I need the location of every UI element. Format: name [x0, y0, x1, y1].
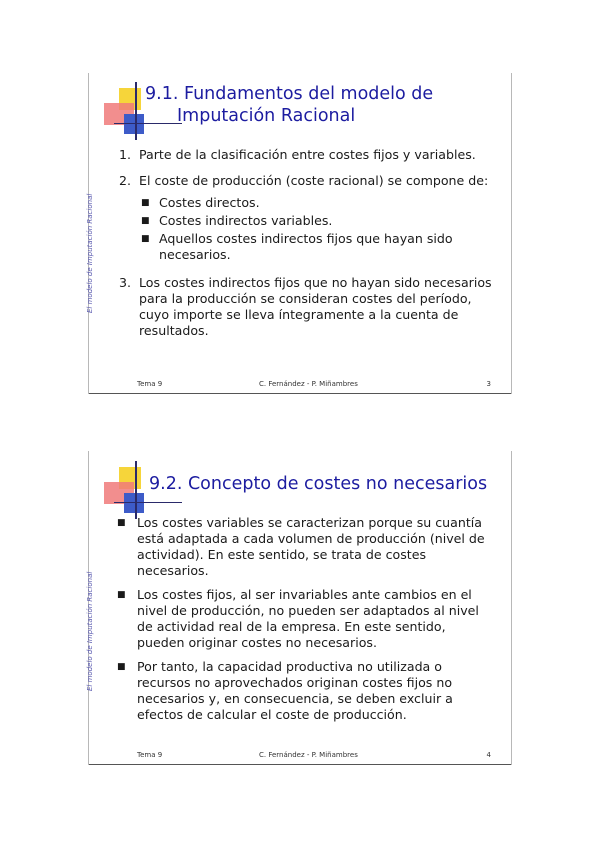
list-item: 3. Los costes indirectos fijos que no hayan sido necesarios para la producción se consideran costes del período, cuyo importe se lleva íntegramente a la cuenta de resultados. — [119, 275, 492, 338]
slide-title: 9.2. Concepto de costes no necesarios — [149, 474, 488, 494]
sub-list-item: ■ Costes directos. — [141, 195, 260, 210]
footer-page-number: 4 — [486, 751, 491, 759]
slide-body — [119, 147, 505, 349]
footer-topic: Tema 9 — [137, 380, 163, 388]
footer-page-number: 3 — [486, 380, 491, 388]
list-item: 2. El coste de producción (coste racional) se compone de: ■ Costes directos. ■ Costes indirectos variables. ■ Aquellos costes indirectos fijos que hayan sido necesarios. — [119, 173, 505, 263]
list-item: ■ Los costes variables se caracterizan porque su cuantía está adaptada a cada volumen de producción (nivel de actividad). En este sentido, se trata de costes necesarios. — [117, 515, 485, 578]
slide-4 — [88, 451, 512, 765]
footer-topic: Tema 9 — [137, 751, 163, 759]
slide-body — [117, 515, 497, 731]
list-item: 1. Parte de la clasificación entre costes fijos y variables. — [119, 147, 476, 162]
footer-authors: C. Fernández - P. Miñambres — [259, 380, 358, 388]
side-label: El modelo de Imputación Racional — [86, 571, 94, 691]
slide-3 — [88, 73, 512, 394]
side-label: El modelo de Imputación Racional — [86, 193, 94, 313]
footer-authors: C. Fernández - P. Miñambres — [259, 751, 358, 759]
slide-title: 9.1. Fundamentos del modelo de Imputación Racional — [145, 84, 434, 126]
sub-list-item: ■ Costes indirectos variables. — [141, 213, 333, 228]
sub-list-item: ■ Aquellos costes indirectos fijos que hayan sido necesarios. — [141, 231, 453, 262]
list-item: ■ Por tanto, la capacidad productiva no utilizada o recursos no aprovechados originan costes fijos no necesarios y, en consecuencia, se deben excluir a efectos de calcular el coste de producción. — [117, 659, 453, 722]
list-item: ■ Los costes fijos, al ser invariables ante cambios en el nivel de producción, no pueden ser adaptados al nivel de actividad real de la empresa. En este sentido, pueden originar costes no necesarios. — [117, 587, 479, 650]
